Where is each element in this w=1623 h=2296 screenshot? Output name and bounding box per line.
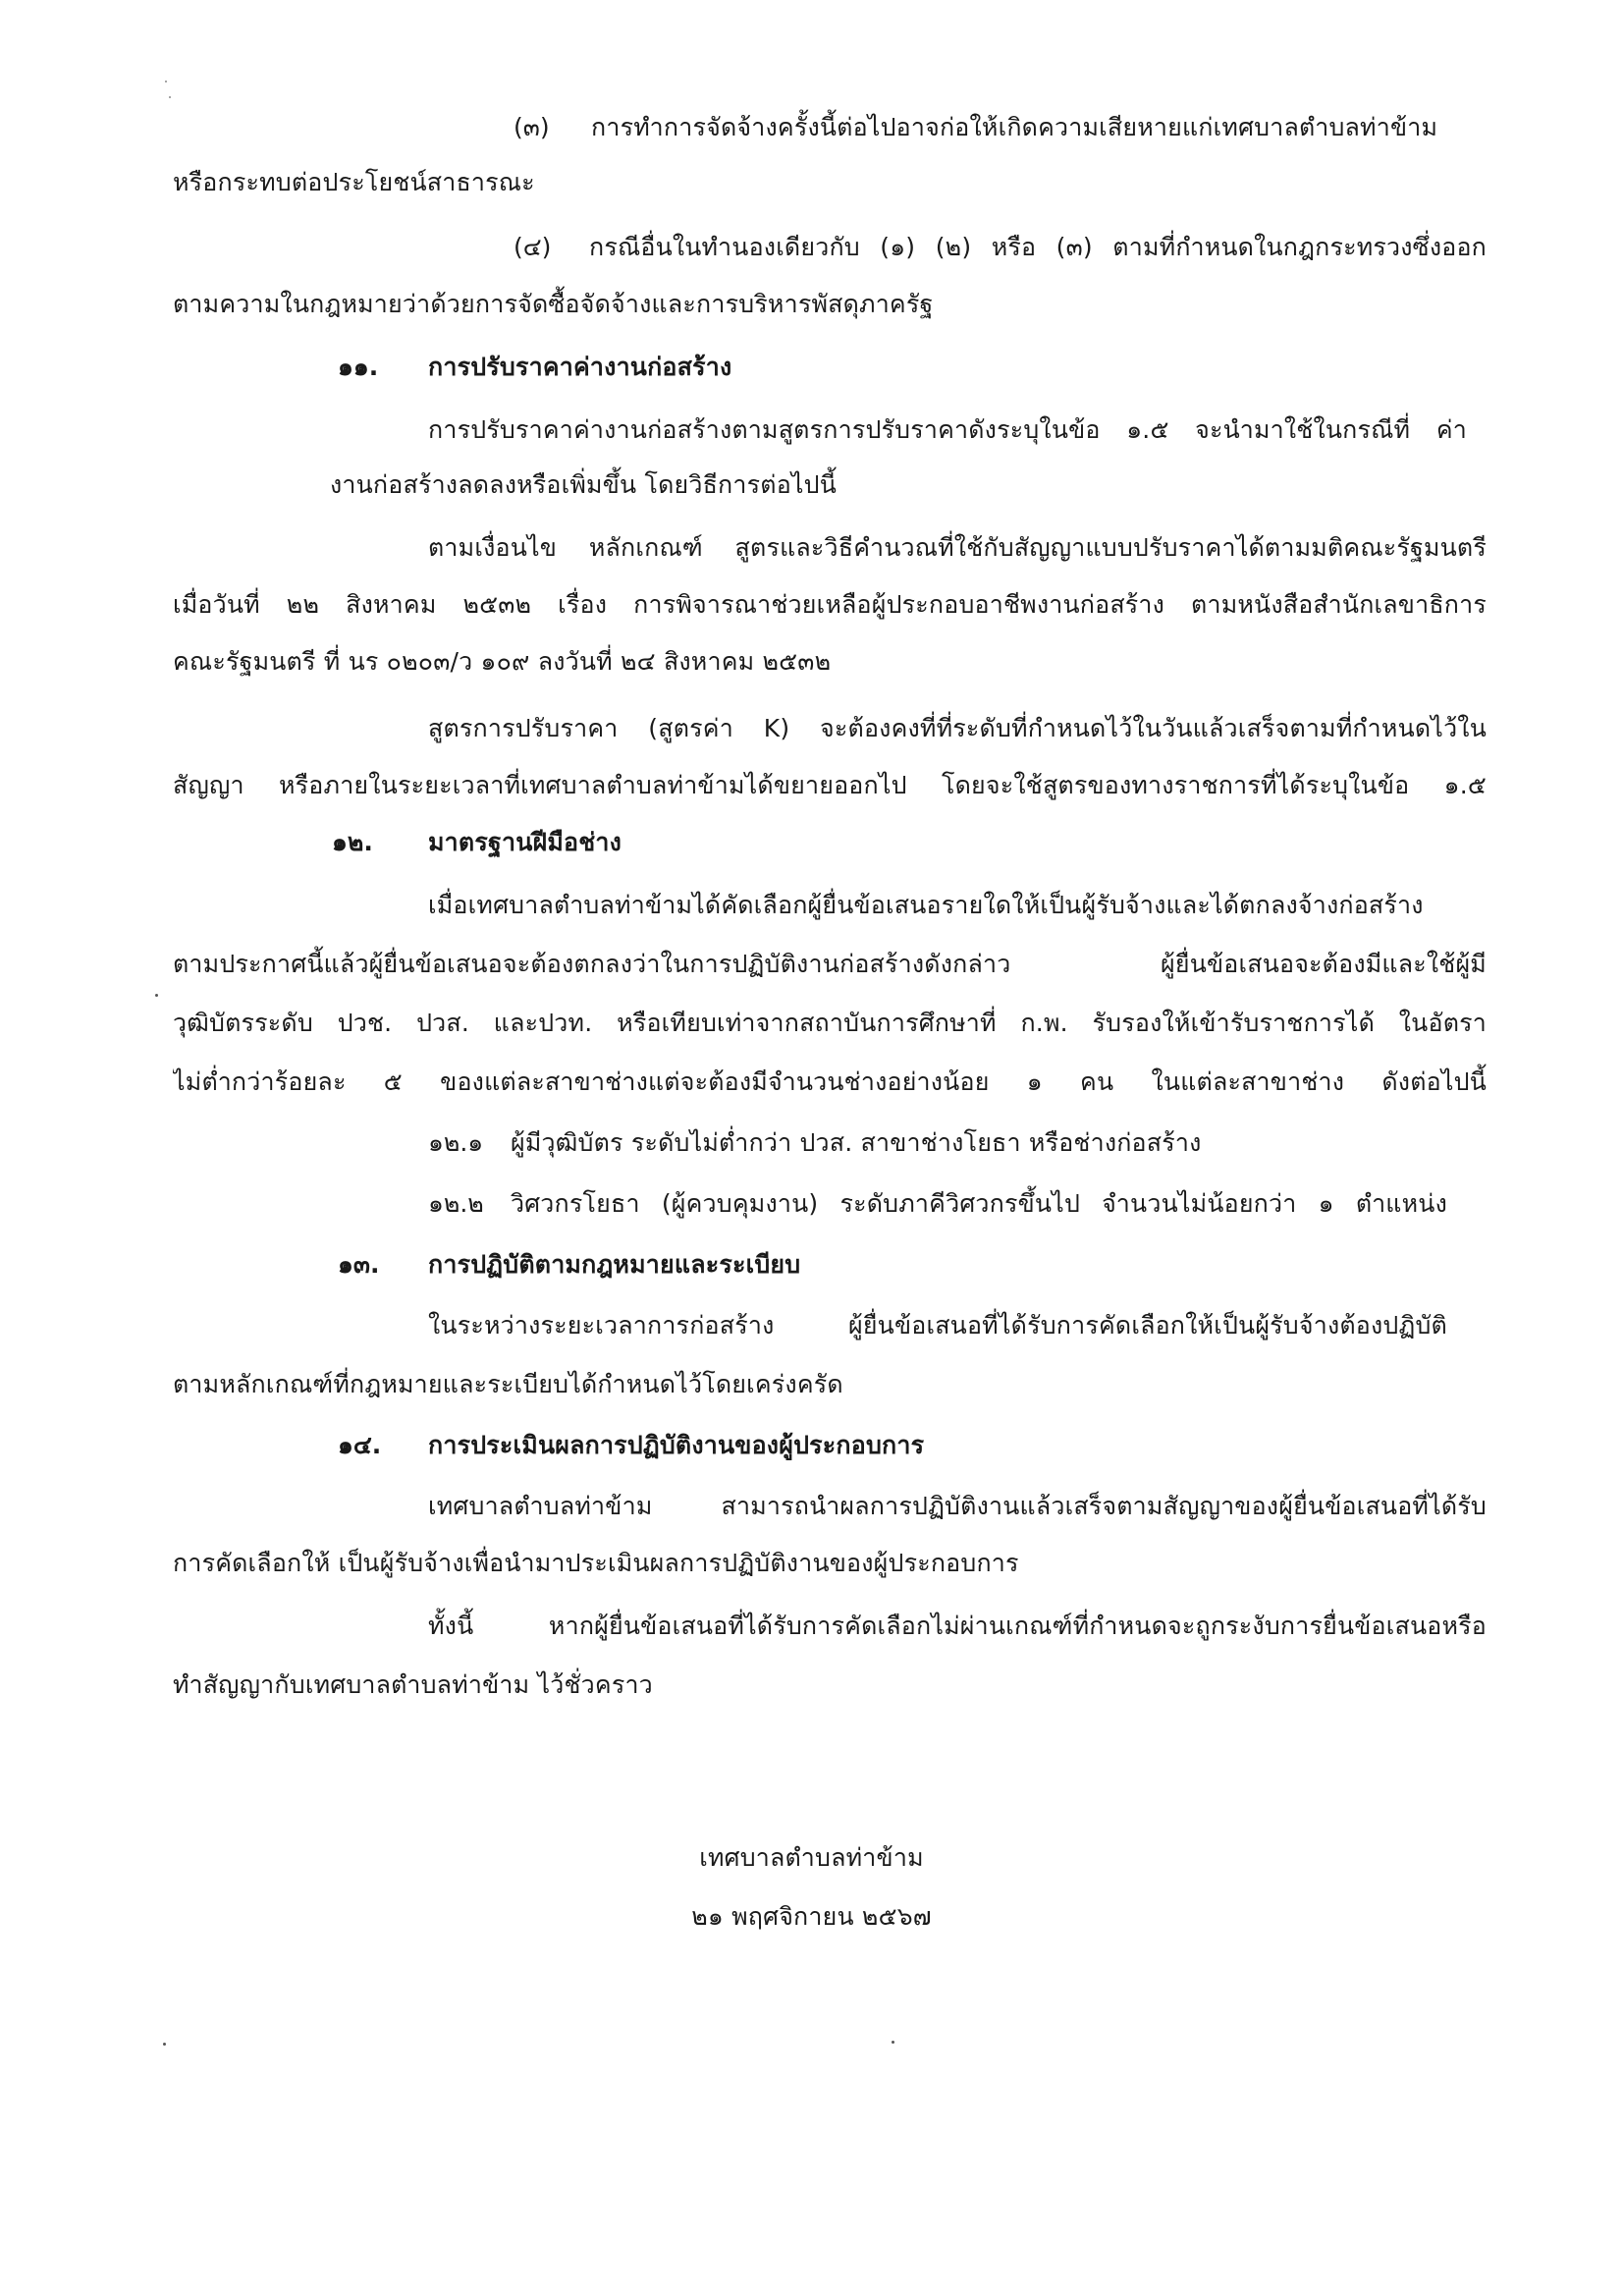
section12-sub2-number: ๑๒.๒	[428, 1189, 484, 1218]
section11-p3-line2: สัญญา หรือภายในระยะเวลาที่เทศบาลตำบลท่าข้ามได้ขยายออกไป โดยจะใช้สูตรของทางราชการที่ได้ระบุในข้อ ๑.๕	[173, 771, 1487, 799]
item3-text-line1: การทำการจัดจ้างครั้งนี้ต่อไปอาจก่อให้เกิดความเสียหายแก่เทศบาลตำบลท่าข้าม	[591, 113, 1438, 141]
scan-speck	[165, 81, 167, 82]
section12-title: มาตรฐานฝีมือช่าง	[428, 828, 622, 856]
section11-p1-line2: งานก่อสร้างลดลงหรือเพิ่มขึ้น โดยวิธีการต่อไปนี้	[330, 470, 838, 499]
section14-p1-line1: เทศบาลตำบลท่าข้าม สามารถนำผลการปฏิบัติงานแล้วเสร็จตามสัญญาของผู้ยื่นข้อเสนอที่ได้รับ	[428, 1492, 1487, 1520]
section13-p1-line1: ในระหว่างระยะเวลาการก่อสร้าง ผู้ยื่นข้อเสนอที่ได้รับการคัดเลือกให้เป็นผู้รับจ้างต้องปฏิบัติ	[428, 1311, 1447, 1339]
item4-text-line1: กรณีอื่นในทำนองเดียวกับ (๑) (๒) หรือ (๓) ตามที่กำหนดในกฎกระทรวงซึ่งออก	[589, 233, 1487, 261]
section12-sub1-number: ๑๒.๑	[428, 1128, 484, 1157]
scan-speck	[155, 994, 158, 997]
footer-organization: เทศบาลตำบลท่าข้าม	[699, 1843, 924, 1872]
item3-text-line2: หรือกระทบต่อประโยชน์สาธารณะ	[173, 168, 535, 196]
section11-p2-line2: เมื่อวันที่ ๒๒ สิงหาคม ๒๕๓๒ เรื่อง การพิจารณาช่วยเหลือผู้ประกอบอาชีพงานก่อสร้าง ตามหนังสือสำนักเลขาธิการ	[173, 590, 1487, 619]
scan-speck	[169, 96, 171, 98]
section12-p1-line1: เมื่อเทศบาลตำบลท่าข้ามได้คัดเลือกผู้ยื่นข้อเสนอรายใดให้เป็นผู้รับจ้างและได้ตกลงจ้างก่อสร้าง	[428, 891, 1424, 919]
item4-text-line2: ตามความในกฎหมายว่าด้วยการจัดซื้อจัดจ้างและการบริหารพัสดุภาครัฐ	[173, 290, 934, 318]
section12-sub1-text: ผู้มีวุฒิบัตร ระดับไม่ต่ำกว่า ปวส. สาขาช่างโยธา หรือช่างก่อสร้าง	[511, 1128, 1202, 1157]
item3-number: (๓)	[514, 113, 550, 141]
section14-p2-line2: ทำสัญญากับเทศบาลตำบลท่าข้าม ไว้ชั่วคราว	[173, 1670, 653, 1699]
section12-sub2-text: วิศวกรโยธา (ผู้ควบคุมงาน) ระดับภาคีวิศวกรขึ้นไป จำนวนไม่น้อยกว่า ๑ ตำแหน่ง	[511, 1189, 1447, 1218]
section11-p1-line1: การปรับราคาค่างานก่อสร้างตามสูตรการปรับราคาดังระบุในข้อ ๑.๕ จะนำมาใช้ในกรณีที่ ค่า	[428, 415, 1467, 444]
section14-p1-line2: การคัดเลือกให้ เป็นผู้รับจ้างเพื่อนำมาประเมินผลการปฏิบัติงานของผู้ประกอบการ	[173, 1549, 1019, 1577]
section14-title: การประเมินผลการปฏิบัติงานของผู้ประกอบการ	[428, 1431, 925, 1459]
section11-title: การปรับราคาค่างานก่อสร้าง	[428, 353, 732, 381]
section12-p1-line3: วุฒิบัตรระดับ ปวช. ปวส. และปวท. หรือเทียบเท่าจากสถาบันการศึกษาที่ ก.พ. รับรองให้เข้ารับราชการได้ ในอัตรา	[173, 1009, 1487, 1037]
section11-p2-line1: ตามเงื่อนไข หลักเกณฑ์ สูตรและวิธีคำนวณที่ใช้กับสัญญาแบบปรับราคาได้ตามมติคณะรัฐมนตรี	[428, 533, 1487, 562]
section12-p1-line4: ไม่ต่ำกว่าร้อยละ ๕ ของแต่ละสาขาช่างแต่จะต้องมีจำนวนช่างอย่างน้อย ๑ คน ในแต่ละสาขาช่าง ดังต่อไปนี้	[173, 1067, 1487, 1096]
section14-p2-line1: ทั้งนี้ หากผู้ยื่นข้อเสนอที่ได้รับการคัดเลือกไม่ผ่านเกณฑ์ที่กำหนดจะถูกระงับการยื่นข้อเสนอหรือ	[428, 1612, 1487, 1640]
section13-p1-line2: ตามหลักเกณฑ์ที่กฎหมายและระเบียบได้กำหนดไว้โดยเคร่งครัด	[173, 1370, 843, 1398]
footer-date: ๒๑ พฤศจิกายน ๒๕๖๗	[691, 1902, 932, 1931]
section12-number: ๑๒.	[332, 828, 373, 856]
section13-title: การปฏิบัติตามกฎหมายและระเบียบ	[428, 1250, 801, 1279]
item4-number: (๔)	[514, 233, 552, 261]
scan-speck	[163, 2043, 166, 2046]
section12-p1-line2: ตามประกาศนี้แล้วผู้ยื่นข้อเสนอจะต้องตกลงว่าในการปฏิบัติงานก่อสร้างดังกล่าว ผู้ยื่นข้อเสนอจะต้องมีและใช้ผู้มี	[173, 950, 1487, 978]
section13-number: ๑๓.	[338, 1250, 380, 1279]
section14-number: ๑๔.	[338, 1431, 382, 1459]
scan-speck	[892, 2041, 894, 2044]
section11-number: ๑๑.	[338, 353, 379, 381]
section11-p2-line3: คณะรัฐมนตรี ที่ นร ๐๒๐๓/ว ๑๐๙ ลงวันที่ ๒๔ สิงหาคม ๒๕๓๒	[173, 647, 832, 676]
section11-p3-line1: สูตรการปรับราคา (สูตรค่า K) จะต้องคงที่ที่ระดับที่กำหนดไว้ในวันแล้วเสร็จตามที่กำหนดไว้ใน	[428, 714, 1487, 742]
